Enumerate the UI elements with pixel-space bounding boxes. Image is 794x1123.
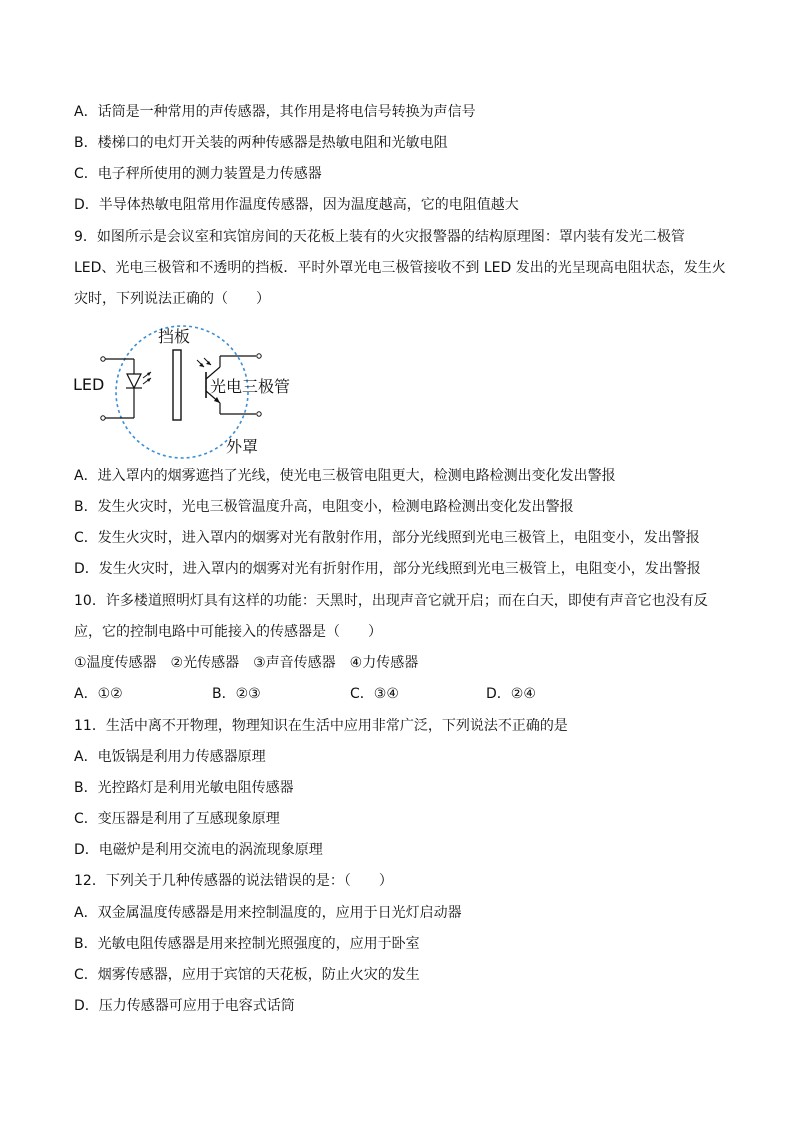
q8-option-c: C．电子秤所使用的测力装置是力传感器 xyxy=(74,166,322,182)
q8-option-a: A．话筒是一种常用的声传感器，其作用是将电信号转换为声信号 xyxy=(74,104,476,120)
q9-option-b: B．发生火灾时，光电三极管温度升高，电阻变小，检测电路检测出变化发出警报 xyxy=(74,499,574,515)
led-terminal-bottom xyxy=(101,416,105,420)
led-diode-icon xyxy=(126,372,151,401)
q11-option-d: D．电磁炉是利用交流电的涡流现象原理 xyxy=(74,842,323,858)
q10-option-a: A．①② xyxy=(74,686,123,702)
q11-option-c: C．变压器是利用了互感现象原理 xyxy=(74,811,280,827)
baffle-plate xyxy=(173,350,181,420)
q11-stem: 11．生活中离不开物理，物理知识在生活中应用非常广泛，下列说法不正确的是 xyxy=(74,718,568,734)
q11-option-a: A．电饭锅是利用力传感器原理 xyxy=(74,749,266,765)
q8-option-b: B．楼梯口的电灯开关装的两种传感器是热敏电阻和光敏电阻 xyxy=(74,135,448,151)
q12-option-b: B．光敏电阻传感器是用来控制光照强度的，应用于卧室 xyxy=(74,936,420,952)
cover-label: 外罩 xyxy=(226,437,259,456)
q9-stem-line-3: 灾时，下列说法正确的（ ） xyxy=(74,291,270,307)
q10-option-d: D．②④ xyxy=(486,686,536,702)
q10-option-b: B．②③ xyxy=(212,686,261,702)
q10-options-row xyxy=(74,684,734,704)
q9-option-d: D．发生火灾时，进入罩内的烟雾对光有折射作用，部分光线照到光电三极管上，电阻变小，发出警报 xyxy=(74,561,701,577)
led-label: LED xyxy=(73,375,105,394)
q9-stem-line-2: LED、光电三极管和不透明的挡板．平时外罩光电三极管接收不到 LED 发出的光呈现高电阻状态，发生火 xyxy=(74,260,726,276)
phototransistor-label: 光电三极管 xyxy=(210,377,291,396)
q10-stem-line-2: 应，它的控制电路中可能接入的传感器是（ ） xyxy=(74,624,382,640)
q10-sensor-list: ①温度传感器 ②光传感器 ③声音传感器 ④力传感器 xyxy=(74,655,419,671)
q8-option-d: D．半导体热敏电阻常用作温度传感器，因为温度越高，它的电阻值越大 xyxy=(74,197,519,213)
q12-option-c: C．烟雾传感器，应用于宾馆的天花板，防止火灾的发生 xyxy=(74,967,420,983)
q10-stem-line-1: 10．许多楼道照明灯具有这样的功能：天黑时，出现声音它就开启；而在白天，即使有声音它也没有反 xyxy=(74,593,708,609)
q9-stem-line-1: 9．如图所示是会议室和宾馆房间的天花板上装有的火灾报警器的结构原理图：罩内装有发光二极管 xyxy=(74,229,685,245)
q12-option-a: A．双金属温度传感器是用来控制温度的，应用于日光灯启动器 xyxy=(74,905,462,921)
baffle-label: 挡板 xyxy=(158,327,191,346)
q12-option-d: D．压力传感器可应用于电容式话筒 xyxy=(74,998,295,1014)
smoke-alarm-diagram xyxy=(70,322,340,462)
led-terminal-top xyxy=(101,357,105,361)
q11-option-b: B．光控路灯是利用光敏电阻传感器 xyxy=(74,780,294,796)
smoke-alarm-svg xyxy=(70,322,340,462)
q10-option-c: C．③④ xyxy=(350,686,399,702)
q9-option-a: A．进入罩内的烟雾遮挡了光线，使光电三极管电阻更大，检测电路检测出变化发出警报 xyxy=(74,468,616,484)
q9-option-c: C．发生火灾时，进入罩内的烟雾对光有散射作用，部分光线照到光电三极管上，电阻变小，发出警报 xyxy=(74,530,700,546)
q12-stem: 12．下列关于几种传感器的说法错误的是：（ ） xyxy=(74,873,393,889)
